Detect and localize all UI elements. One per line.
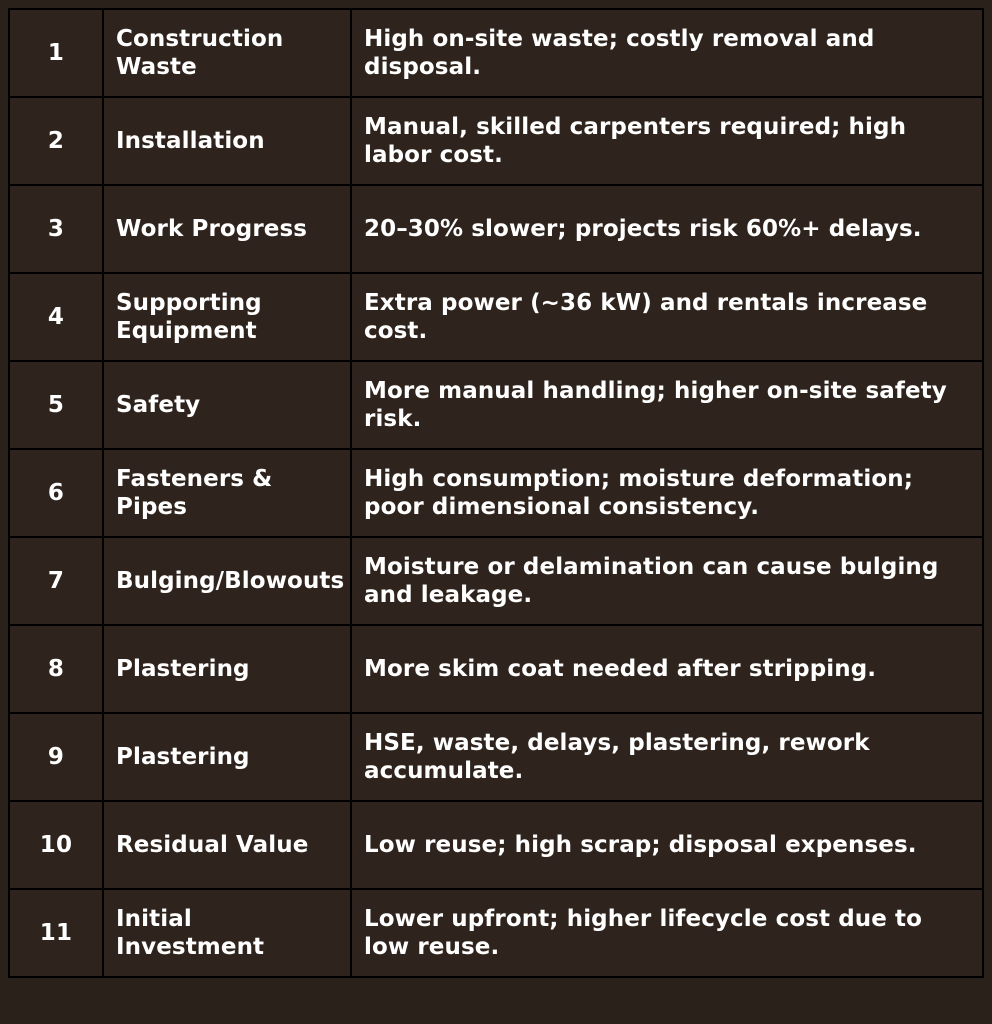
row-description: Moisture or delamination can cause bulging and leakage.: [351, 537, 983, 625]
table-row: [9, 713, 983, 801]
row-topic: Supporting Equipment: [103, 273, 351, 361]
row-number: 8: [9, 625, 103, 713]
row-description: High on-site waste; costly removal and disposal.: [351, 9, 983, 97]
table-row: [9, 185, 983, 273]
table-row: [9, 273, 983, 361]
table-row: [9, 9, 983, 97]
row-topic: Construction Waste: [103, 9, 351, 97]
table-row: [9, 801, 983, 889]
row-number: 5: [9, 361, 103, 449]
row-number: 6: [9, 449, 103, 537]
table-row: [9, 889, 983, 977]
row-topic: Initial Investment: [103, 889, 351, 977]
row-topic: Plastering: [103, 625, 351, 713]
row-description: HSE, waste, delays, plastering, rework accumulate.: [351, 713, 983, 801]
row-topic: Plastering: [103, 713, 351, 801]
row-topic: Safety: [103, 361, 351, 449]
row-description: High consumption; moisture deformation; poor dimensional consistency.: [351, 449, 983, 537]
table-row: [9, 361, 983, 449]
row-number: 3: [9, 185, 103, 273]
row-number: 4: [9, 273, 103, 361]
row-topic: Fasteners & Pipes: [103, 449, 351, 537]
table-row: [9, 537, 983, 625]
table-row: [9, 449, 983, 537]
row-topic: Work Progress: [103, 185, 351, 273]
row-number: 7: [9, 537, 103, 625]
row-description: More skim coat needed after stripping.: [351, 625, 983, 713]
row-description: Manual, skilled carpenters required; high labor cost.: [351, 97, 983, 185]
row-number: 2: [9, 97, 103, 185]
row-number: 9: [9, 713, 103, 801]
row-description: Lower upfront; higher lifecycle cost due to low reuse.: [351, 889, 983, 977]
row-topic: Residual Value: [103, 801, 351, 889]
row-topic: Bulging/Blowouts: [103, 537, 351, 625]
table-row: [9, 97, 983, 185]
row-description: 20–30% slower; projects risk 60%+ delays.: [351, 185, 983, 273]
row-number: 11: [9, 889, 103, 977]
row-description: Low reuse; high scrap; disposal expenses.: [351, 801, 983, 889]
row-description: More manual handling; higher on-site safety risk.: [351, 361, 983, 449]
table-row: [9, 625, 983, 713]
row-number: 1: [9, 9, 103, 97]
row-description: Extra power (~36 kW) and rentals increase cost.: [351, 273, 983, 361]
row-topic: Installation: [103, 97, 351, 185]
row-number: 10: [9, 801, 103, 889]
table-body: [9, 9, 983, 977]
issues-table: [8, 8, 984, 978]
